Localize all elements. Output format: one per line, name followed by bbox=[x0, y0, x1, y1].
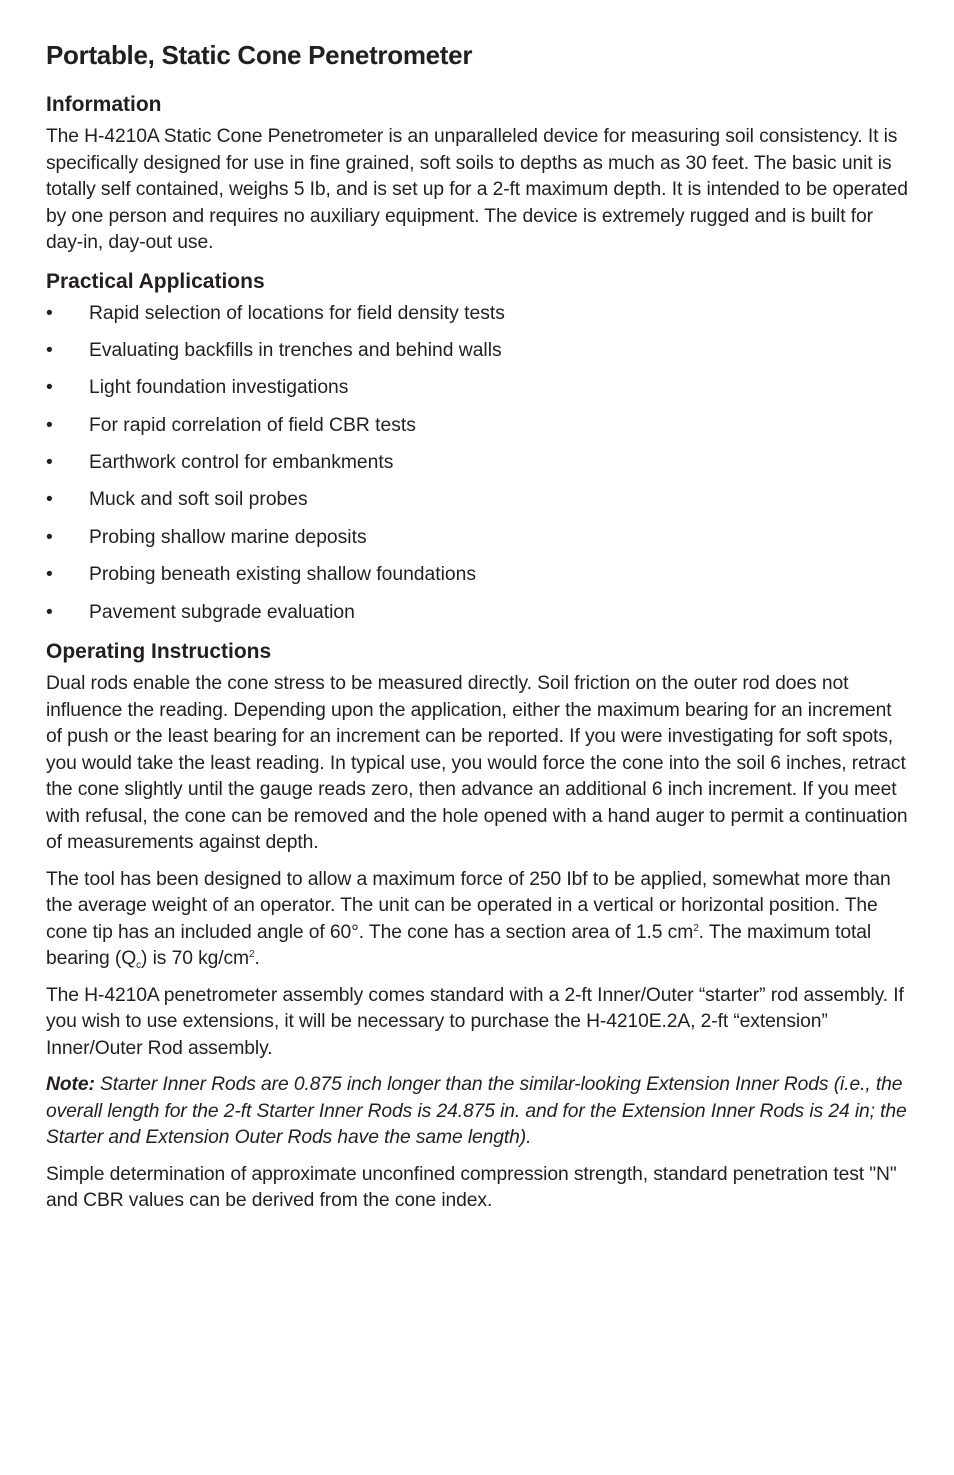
document-page bbox=[46, 36, 910, 1225]
superscript: 2 bbox=[249, 949, 255, 961]
information-heading: Information bbox=[46, 93, 162, 116]
bullet-icon: • bbox=[46, 339, 53, 361]
applications-list bbox=[46, 301, 910, 626]
page-title: Portable, Static Cone Penetrometer bbox=[46, 40, 473, 70]
bullet-icon: • bbox=[46, 414, 53, 436]
information-section bbox=[46, 90, 910, 257]
bullet-icon: • bbox=[46, 564, 53, 586]
information-paragraph: The H-4210A Static Cone Penetrometer is an unparalleled device for measuring soil consistency. It is specifically designed for use in fine grained, soft soils to depths as much as 30 feet. The basic unit is totally self contained, weighs 5 Ib, and is set up for a 2-ft maximum depth. It is intended to be operated by one person and requires no auxiliary equipment. The device is extremely rugged and is built for day-in, day-out use. bbox=[46, 126, 908, 253]
practical-applications-section bbox=[46, 267, 910, 626]
list-item bbox=[46, 525, 910, 551]
list-item-text: For rapid correlation of field CBR tests bbox=[89, 414, 416, 436]
operating-instructions-heading: Operating Instructions bbox=[46, 640, 272, 664]
note-paragraph bbox=[46, 1072, 910, 1152]
bullet-icon: • bbox=[46, 377, 53, 399]
bullet-icon: • bbox=[46, 489, 53, 511]
operating-paragraph-4: Simple determination of approximate unconfined compression strength, standard penetration test "N" and CBR values can be derived from the cone index. bbox=[46, 1163, 897, 1212]
list-item-text: Probing beneath existing shallow foundations bbox=[89, 564, 476, 586]
bullet-icon: • bbox=[46, 526, 53, 548]
paragraph-text: The tool has been designed to allow a maximum force of 250 Ibf to be applied, somewhat more than the average weight of an operator. The unit can be operated in a vertical or horizontal position. The cone tip has an included angle of 60°. The cone has a section area of 1.5 cm bbox=[46, 868, 891, 943]
operating-paragraph-1: Dual rods enable the cone stress to be measured directly. Soil friction on the outer rod does not influence the reading. Depending upon the application, either the maximum bearing for an increment of push or the least bearing for an increment can be reported. If you were investigating for soft spots, you would take the least reading. In typical use, you would force the cone into the soil 6 inches, retract the cone slightly until the gauge reads zero, then advance an additional 6 inch increment. If you meet with refusal, the cone can be removed and the hole opened with a hand auger to permit a continuation of measurements against depth. bbox=[46, 673, 908, 854]
list-item-text: Probing shallow marine deposits bbox=[89, 526, 367, 548]
subscript: c bbox=[136, 960, 142, 972]
paragraph-text: . bbox=[254, 948, 260, 970]
bullet-icon: • bbox=[46, 302, 53, 324]
list-item bbox=[46, 338, 910, 364]
list-item-text: Earthwork control for embankments bbox=[89, 452, 394, 474]
list-item bbox=[46, 487, 910, 513]
list-item-text: Rapid selection of locations for field density tests bbox=[89, 302, 505, 324]
list-item bbox=[46, 301, 910, 327]
list-item bbox=[46, 450, 910, 476]
list-item bbox=[46, 413, 910, 439]
list-item-text: Muck and soft soil probes bbox=[89, 489, 308, 511]
paragraph-text: ) is 70 kg/cm bbox=[141, 948, 250, 970]
note-label: Note: bbox=[46, 1074, 95, 1096]
superscript: 2 bbox=[693, 922, 699, 934]
list-item bbox=[46, 375, 910, 401]
bullet-icon: • bbox=[46, 601, 53, 623]
list-item bbox=[46, 600, 910, 626]
operating-instructions-section bbox=[46, 637, 910, 1215]
list-item-text: Pavement subgrade evaluation bbox=[89, 601, 355, 623]
practical-applications-heading: Practical Applications bbox=[46, 269, 265, 293]
bullet-icon: • bbox=[46, 452, 53, 474]
operating-paragraph-3: The H-4210A penetrometer assembly comes standard with a 2-ft Inner/Outer “starter” rod assembly. If you wish to use extensions, it will be necessary to purchase the H-4210E.2A, 2-ft “extension” Inner/Outer Rod assembly. bbox=[46, 984, 904, 1059]
list-item-text: Evaluating backfills in trenches and behind walls bbox=[89, 339, 502, 361]
paragraph-text: . The maximum total bearing (Q bbox=[46, 921, 872, 970]
note-text: Starter Inner Rods are 0.875 inch longer than the similar-looking Extension Inner Rods (i.e., the overall length for the 2-ft Starter Inner Rods is 24.875 in. and for the Extension Inner Rods is 24 in; the Starter and Extension Outer Rods have the same length). bbox=[46, 1074, 907, 1149]
list-item bbox=[46, 562, 910, 588]
operating-paragraph-2 bbox=[46, 867, 910, 973]
list-item-text: Light foundation investigations bbox=[89, 377, 349, 399]
